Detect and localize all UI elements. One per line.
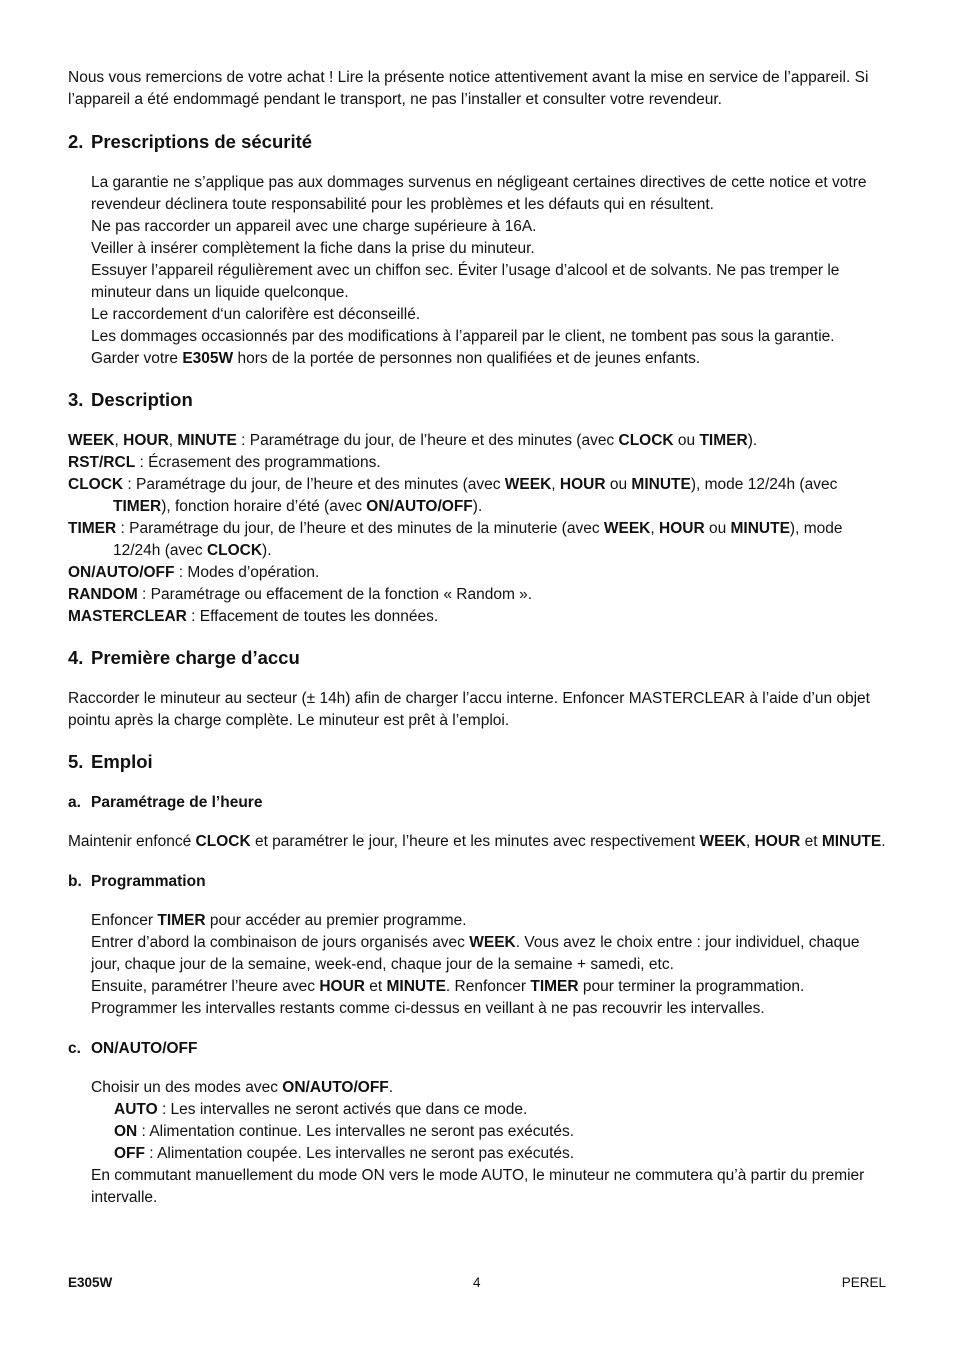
- page-footer: [68, 1272, 886, 1294]
- subsection-letter: c.: [68, 1040, 81, 1057]
- safety-item: Les dommages occasionnés par des modifications à l’appareil par le client, ne tombent pas sous la garantie.: [91, 328, 835, 345]
- subsection-letter: b.: [68, 873, 82, 890]
- safety-item: Veiller à insérer complètement la fiche dans la prise du minuteur.: [91, 240, 535, 257]
- charge-paragraph: Raccorder le minuteur au secteur (± 14h) afin de charger l’accu interne. Enfoncer MASTERCLEAR à l’aide d’un objet pointu après la charge complète. Le minuteur est prêt à l’emploi.: [68, 690, 870, 729]
- modes-list: [68, 1077, 886, 1209]
- mode-off: OFF : Alimentation coupée. Les intervalles ne seront pas exécutés.: [114, 1145, 575, 1162]
- subsection-title: Paramétrage de l’heure: [91, 794, 263, 811]
- modes-note: En commutant manuellement du mode ON vers le mode AUTO, le minuteur ne commutera qu’à partir du premier intervalle.: [91, 1167, 865, 1206]
- footer-page-number: 4: [473, 1275, 481, 1290]
- intro-paragraph: Nous vous remercions de votre achat ! Lire la présente notice attentivement avant la mise en service de l’appareil. Si l’appareil a été endommagé pendant le transport, ne pas l’installer et consulter votre revendeur.: [68, 69, 869, 108]
- programming-step: Enfoncer TIMER pour accéder au premier programme.: [91, 912, 467, 929]
- section-number: 4.: [68, 647, 84, 668]
- section-4-heading: [68, 646, 886, 670]
- section-number: 2.: [68, 131, 84, 152]
- subsection-title: ON/AUTO/OFF: [91, 1040, 198, 1057]
- description-item-timer: TIMER : Paramétrage du jour, de l’heure et des minutes de la minuterie (avec WEEK, HOUR ou MINUTE), mode 12/24h (avec CLOCK).: [68, 520, 843, 559]
- description-list: [68, 430, 886, 628]
- section-number: 5.: [68, 751, 84, 772]
- safety-list: [68, 172, 886, 370]
- section-title: Première charge d’accu: [91, 647, 300, 668]
- section-title: Description: [91, 389, 193, 410]
- programming-step: Entrer d’abord la combinaison de jours organisés avec WEEK. Vous avez le choix entre : jour individuel, chaque jour, chaque jour de la semaine, week-end, chaque jour de la semaine + samedi, etc.: [91, 934, 860, 973]
- modes-intro: Choisir un des modes avec ON/AUTO/OFF.: [91, 1079, 394, 1096]
- mode-auto: AUTO : Les intervalles ne seront activés que dans ce mode.: [114, 1101, 528, 1118]
- mode-on: ON : Alimentation continue. Les intervalles ne seront pas exécutés.: [114, 1123, 575, 1140]
- safety-item: Garder votre E305W hors de la portée de personnes non qualifiées et de jeunes enfants.: [91, 350, 701, 367]
- safety-item: Ne pas raccorder un appareil avec une charge supérieure à 16A.: [91, 218, 537, 235]
- description-item-masterclear: MASTERCLEAR : Effacement de toutes les données.: [68, 608, 439, 625]
- section-2-heading: [68, 130, 886, 154]
- programming-step: Programmer les intervalles restants comme ci-dessus en veillant à ne pas recouvrir les intervalles.: [91, 1000, 765, 1017]
- safety-item: La garantie ne s’applique pas aux dommages survenus en négligeant certaines directives de cette notice et votre revendeur déclinera toute responsabilité pour les problèmes et les défauts qui en résultent.: [91, 174, 867, 213]
- section-title: Emploi: [91, 751, 153, 772]
- section-3-heading: [68, 388, 886, 412]
- subsection-letter: a.: [68, 794, 81, 811]
- description-item-on-auto-off: ON/AUTO/OFF : Modes d’opération.: [68, 564, 320, 581]
- description-item-rst-rcl: RST/RCL : Écrasement des programmations.: [68, 454, 381, 471]
- description-item-random: RANDOM : Paramétrage ou effacement de la fonction « Random ».: [68, 586, 533, 603]
- section-title: Prescriptions de sécurité: [91, 131, 313, 152]
- section-5-heading: [68, 750, 886, 774]
- description-item-clock: CLOCK : Paramétrage du jour, de l’heure et des minutes (avec WEEK, HOUR ou MINUTE), mode 12/24h (avec TIMER), fonction horaire d’été (avec ON/AUTO/OFF).: [68, 476, 838, 515]
- subsection-a-heading: [68, 792, 886, 814]
- footer-brand: PEREL: [841, 1275, 886, 1290]
- programming-step: Ensuite, paramétrer l’heure avec HOUR et MINUTE. Renfoncer TIMER pour terminer la programmation.: [91, 978, 805, 995]
- footer-model: E305W: [68, 1275, 113, 1290]
- subsection-b-heading: [68, 871, 886, 893]
- section-number: 3.: [68, 389, 84, 410]
- safety-item: Essuyer l’appareil régulièrement avec un chiffon sec. Éviter l’usage d’alcool et de solvants. Ne pas tremper le minuteur dans un liquide quelconque.: [91, 262, 840, 301]
- subsection-c-heading: [68, 1038, 886, 1060]
- programming-list: [68, 910, 886, 1020]
- subsection-title: Programmation: [91, 873, 206, 890]
- description-item-week-hour-minute: WEEK, HOUR, MINUTE : Paramétrage du jour, de l’heure et des minutes (avec CLOCK ou TIMER).: [68, 432, 758, 449]
- time-setting-paragraph: Maintenir enfoncé CLOCK et paramétrer le jour, l’heure et les minutes avec respectivement WEEK, HOUR et MINUTE.: [68, 833, 886, 850]
- safety-item: Le raccordement d‘un calorifère est déconseillé.: [91, 306, 421, 323]
